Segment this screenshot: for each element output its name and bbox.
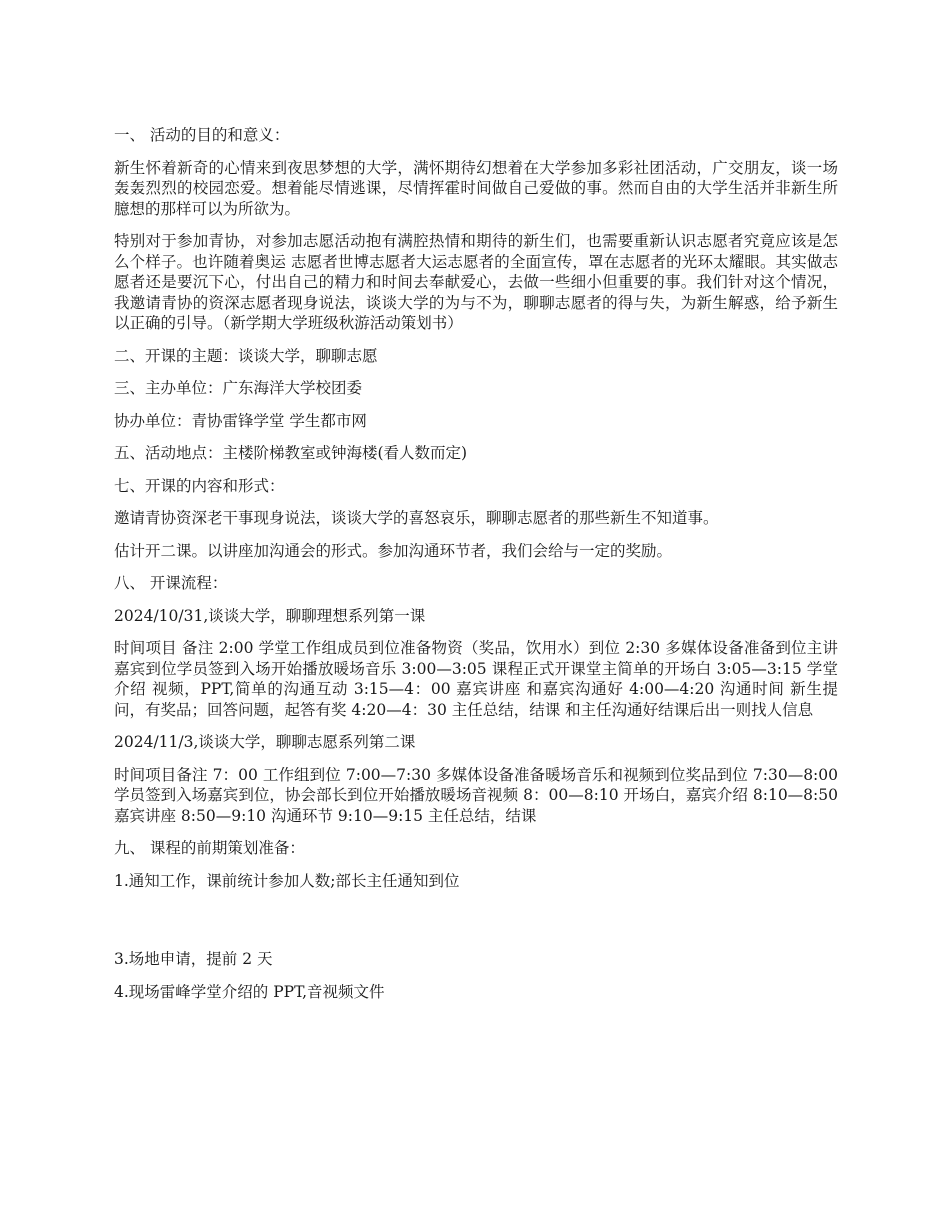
section-heading-organizer: 三、主办单位：广东海洋大学校团委: [114, 379, 363, 397]
section-heading-purpose: 一、 活动的目的和意义：: [114, 126, 290, 144]
paragraph-format: 估计开二课。以讲座加沟通会的形式。参加沟通环节者，我们会给与一定的奖励。: [114, 541, 673, 560]
paragraph-intro: 新生怀着新奇的心情来到夜思梦想的大学，满怀期待幻想着在大学参加多彩社团活动，广交朋友，谈一场轰轰烈烈的校园恋爱。想着能尽情逃课，尽情挥霍时间做自己爱做的事。然而自由的大学生活并非新生所臆想的那样可以为所欲为。: [114, 158, 838, 218]
prep-item-4: 4.现场雷峰学堂介绍的 PPT,音视频文件: [114, 982, 385, 1001]
schedule-first: 时间项目 备注 2:00 学堂工作组成员到位准备物资（奖品，饮用水）到位 2:30 多媒体设备准备到位主讲嘉宾到位学员签到入场开始播放暖场音乐 3:00—3:05 课程正式开课堂主简单的开场白 3:05—3:15 学堂介绍 视频，PPT,简单的沟通互动 3:15—4：00 嘉宾讲座 和嘉宾沟通好 4:00—4:20 沟通时间 新生提问，有奖品；回答问题，起答有奖 4:20—4：30 主任总结，结课 和主任沟通好结课后出一则找人信息: [114, 639, 838, 719]
paragraph-co-organizer: 协办单位：青协雷锋学堂 学生都市网: [114, 411, 367, 430]
session-title-first: 2024/10/31,谈谈大学，聊聊理想系列第一课: [114, 606, 426, 625]
section-heading-preparation: 九、 课程的前期策划准备：: [114, 839, 305, 857]
section-heading-content: 七、开课的内容和形式：: [114, 476, 285, 495]
schedule-second: 时间项目备注 7：00 工作组到位 7:00—7:30 多媒体设备准备暖场音乐和视频到位奖品到位 7:30—8:00 学员签到入场嘉宾到位，协会部长到位开始播放暖场音视频 8：00—8:10 开场白，嘉宾介绍 8:10—8:50 嘉宾讲座 8:50—9:10 沟通环节 9:10—9:15 主任总结，结课: [114, 765, 838, 825]
session-title-second: 2024/11/3,谈谈大学，聊聊志愿系列第二课: [114, 733, 416, 751]
document-body: [114, 125, 838, 1014]
section-heading-process: 八、 开课流程：: [114, 574, 228, 592]
paragraph-volunteers: 特别对于参加青协，对参加志愿活动抱有满腔热情和期待的新生们，也需要重新认识志愿者究竟应该是怎么个样子。也许随着奥运 志愿者世博志愿者大运志愿者的全面宣传，罩在志愿者的光环太耀眼。其实做志愿者还是要沉下心，付出自己的精力和时间去奉献爱心，去做一些细小但重要的事。我们针对这个情况，我邀请青协的资深志愿者现身说法，谈谈大学的为与不为，聊聊志愿者的得与失，为新生解惑，给予新生以正确的引导。（新学期大学班级秋游活动策划书）: [114, 232, 838, 332]
paragraph-content: 邀请青协资深老干事现身说法，谈谈大学的喜怒哀乐，聊聊志愿者的那些新生不知道事。: [114, 509, 719, 527]
prep-item-3: 3.场地申请，提前 2 天: [114, 950, 273, 968]
section-heading-location: 五、活动地点：主楼阶梯教室或钟海楼(看人数而定): [114, 444, 468, 462]
section-heading-theme: 二、开课的主题：谈谈大学，聊聊志愿: [114, 346, 378, 365]
prep-item-1: 1.通知工作，课前统计参加人数;部长主任通知到位: [114, 871, 460, 890]
blank-gap: [114, 903, 838, 949]
